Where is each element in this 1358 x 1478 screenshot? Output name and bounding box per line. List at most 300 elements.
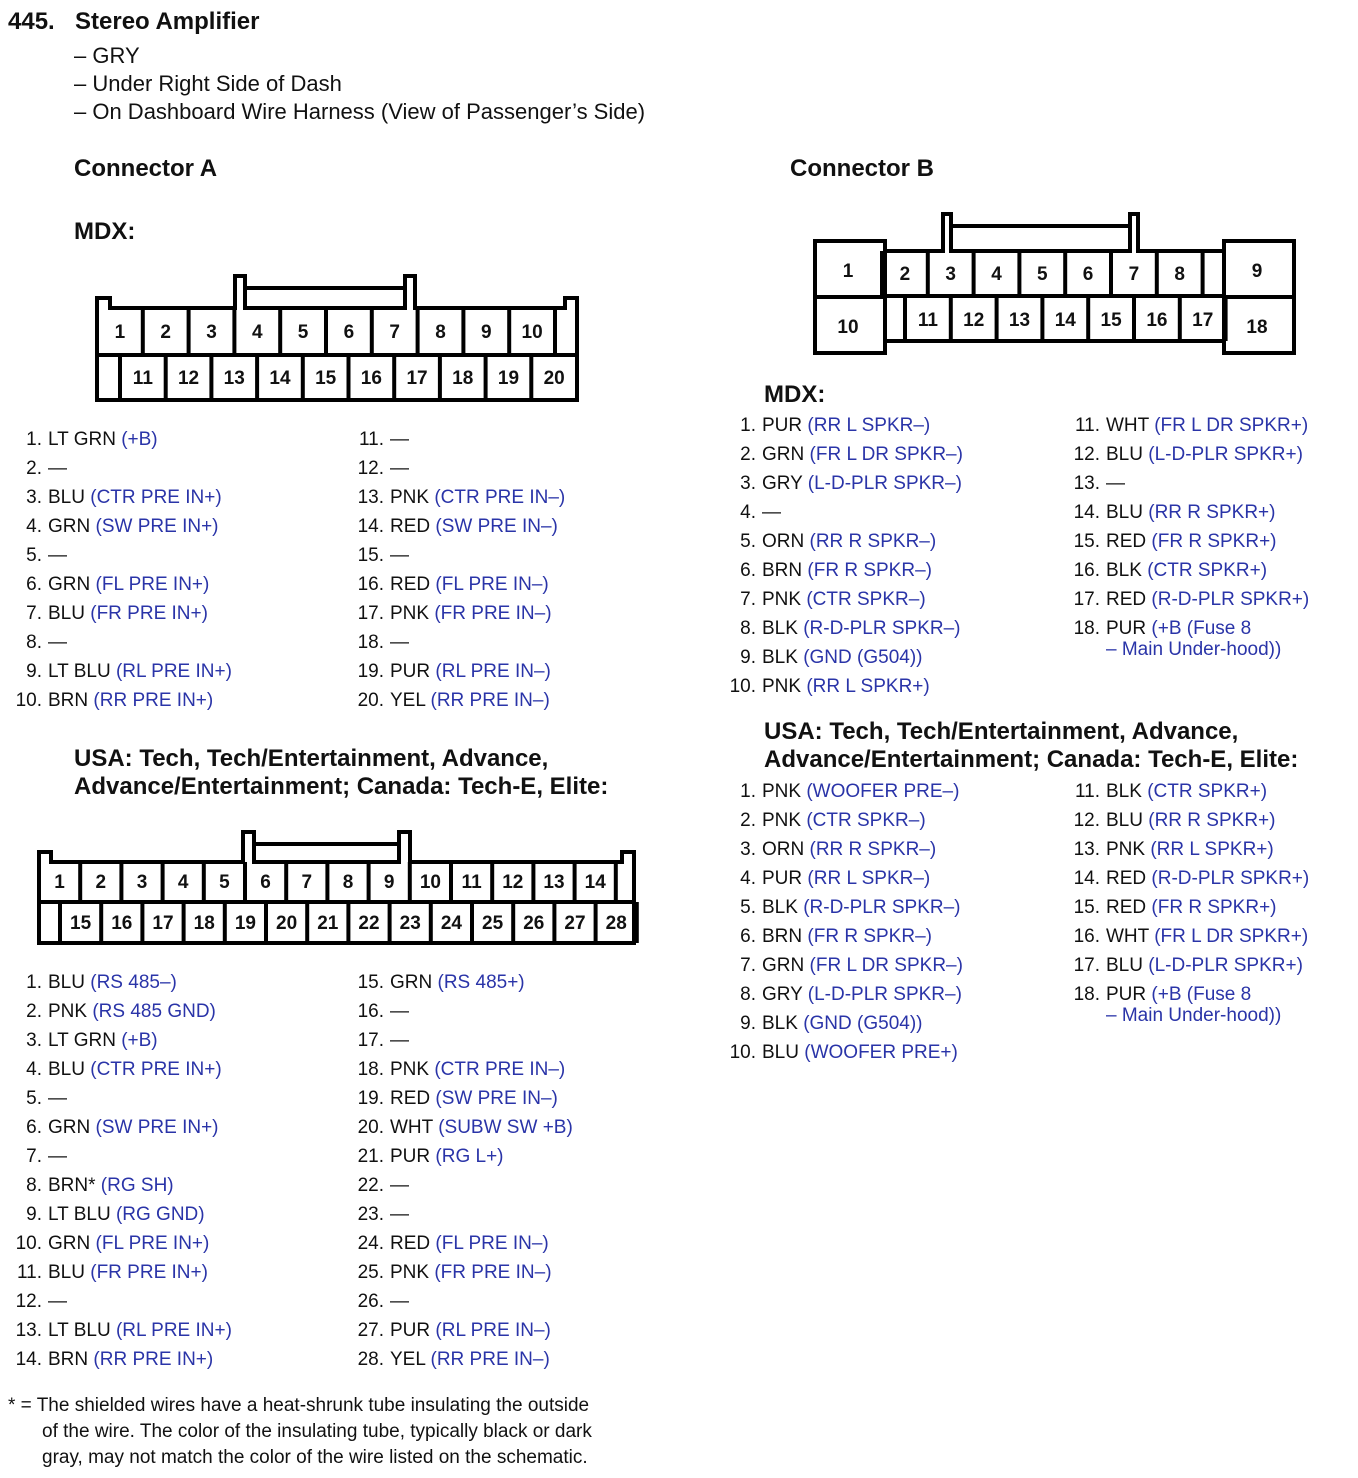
pin-list-item [350,1026,573,1055]
pin-list-item [8,1026,232,1055]
wire-color: — [48,632,67,653]
pin-list-item [8,599,232,628]
footnote-line-2: of the wire. The color of the insulating tube, typically black or dark [42,1421,592,1442]
pin-number: 8. [26,632,42,653]
cavity-number: 10 [837,317,859,338]
wire-color: PUR [390,661,431,682]
cavity-number: 24 [440,913,462,934]
pin-list-item [8,1200,232,1229]
pin-number: 23. [357,1204,384,1225]
pin-list-item [350,1171,573,1200]
wire-color: PUR [762,868,803,889]
wire-color: — [390,1030,409,1051]
pin-list-item [8,512,232,541]
wire-color: PUR [390,1146,431,1167]
pin-list-item [722,585,963,614]
pin-number: 24. [357,1233,384,1254]
cavity-number: 7 [301,872,313,893]
pin-function: (FR L DR SPKR–) [804,955,963,976]
pin-number: 11. [358,429,384,450]
cavity-number: 4 [177,872,189,893]
pin-number: 18. [1073,984,1100,1005]
pin-list-item [8,1113,232,1142]
pin-number: 2. [740,810,756,831]
wire-color: YEL [390,1349,426,1370]
wire-color: PNK [762,810,802,831]
cavity-number: 26 [523,913,545,934]
pin-function: (SW PRE IN–) [430,1088,558,1109]
pin-number: 6. [26,574,42,595]
wire-color: BRN* [48,1175,96,1196]
pin-list-item [8,483,232,512]
connector-b-title: Connector B [790,155,934,182]
wire-color: RED [1106,868,1147,889]
pin-list-item [350,1345,573,1374]
wire-color: — [390,1175,409,1196]
pin-function: (FR PRE IN+) [84,1262,208,1283]
pin-function: (+B (Fuse 8 [1146,984,1252,1005]
pin-function: (+B) [115,429,158,450]
cavity-number: 16 [1146,310,1168,331]
pin-list-item [350,628,565,657]
pin-number: 7. [740,589,756,610]
wire-color: BLU [48,1059,85,1080]
pin-function: (GND (G504)) [797,1013,923,1034]
cavity-number: 17 [152,913,174,934]
pin-number: 6. [26,1117,42,1138]
pin-function: (+B (Fuse 8 [1146,618,1252,639]
pin-function: (FR L DR SPKR+) [1148,926,1309,947]
pin-list-item [1066,806,1309,835]
pin-function: (L-D-PLR SPKR+) [1142,444,1303,465]
wire-color: RED [1106,589,1147,610]
pin-function: (RR PRE IN+) [88,1349,214,1370]
pin-number: 20. [357,690,384,711]
pin-function: (RG SH) [95,1175,174,1196]
pin-function: (FR R SPKR–) [802,926,932,947]
footnote-line-3: gray, may not match the color of the wire listed on the schematic. [42,1447,588,1468]
pin-number: 5. [26,545,42,566]
detail-color: – GRY [74,43,140,68]
pin-list-item [1066,411,1309,440]
pin-function: (RR L SPKR–) [802,868,931,889]
cavity-number: 5 [297,322,309,343]
pin-number: 4. [26,516,42,537]
cavity-number: 18 [193,913,215,934]
pin-list-item [8,1345,232,1374]
pin-number: 9. [740,647,756,668]
cavity-number: 19 [234,913,256,934]
pin-number: 14. [1073,502,1100,523]
pin-function: (RR L SPKR+) [801,676,930,697]
cavity-number: 4 [991,264,1002,285]
cavity-number: 6 [343,322,355,343]
pin-number: 12. [1073,810,1100,831]
pin-number: 13. [15,1320,42,1341]
pin-list-item [1066,614,1309,668]
pin-list-item [8,1229,232,1258]
connector-b-diagram [808,208,1302,360]
pin-list-item [722,951,963,980]
connector-b-usa-pin-list-left [722,777,963,1067]
cavity-number: 11 [917,310,938,331]
pin-list-item [1066,585,1309,614]
pin-number: 8. [740,984,756,1005]
pin-list-item [1066,893,1309,922]
wire-color: PUR [762,415,803,436]
wire-color: — [48,1088,67,1109]
wire-color: — [390,429,409,450]
pin-list-item [350,1229,573,1258]
pin-number: 17. [1073,589,1100,610]
pin-number: 14. [1073,868,1100,889]
connector-a-mdx-pin-list-right [350,425,565,715]
wire-color: RED [1106,531,1147,552]
cavity-number: 4 [252,322,263,343]
pin-function: (SW PRE IN–) [430,516,558,537]
wire-color: LT BLU [48,1204,111,1225]
pin-list-item [722,440,963,469]
pin-number: 13. [1073,839,1100,860]
wire-color: RED [390,574,431,595]
pin-list-item [722,922,963,951]
wire-color: LT GRN [48,1030,116,1051]
cavity-number: 11 [461,872,482,893]
pin-list-item [8,1142,232,1171]
pin-function: (FR PRE IN+) [84,603,208,624]
cavity-number: 25 [482,913,504,934]
pin-list-item [722,980,963,1009]
connector-a-usa-diagram [32,826,644,951]
wire-color: GRN [48,1233,91,1254]
wire-color: — [390,632,409,653]
cavity-number: 8 [435,322,446,343]
connector-b-usa-label-2: Advance/Entertainment; Canada: Tech-E, Elite: [764,746,1299,773]
connector-b-usa-label-1: USA: Tech, Tech/Entertainment, Advance, [764,718,1239,745]
pin-list-item [8,1287,232,1316]
pin-function: (SUBW SW +B) [432,1117,573,1138]
cavity-number: 21 [317,913,339,934]
wire-color: PNK [762,676,802,697]
cavity-number: 10 [521,322,543,343]
cavity-number: 14 [1054,310,1076,331]
cavity-number: 11 [132,368,153,389]
pin-list-item [350,425,565,454]
connector-a-mdx-diagram [90,270,590,410]
cavity-number: 15 [315,368,337,389]
detail-location: – Under Right Side of Dash [74,71,342,96]
wire-color: PNK [1106,839,1146,860]
cavity-number: 1 [54,872,65,893]
pin-list-item [350,1113,573,1142]
pin-number: 13. [1073,473,1100,494]
cavity-number: 12 [502,872,524,893]
wire-color: — [390,458,409,479]
pin-list-item [722,777,963,806]
pin-list-item [722,527,963,556]
wire-color: — [390,1204,409,1225]
pin-function: (RS 485 GND) [87,1001,216,1022]
pin-list-item [722,614,963,643]
pin-number: 2. [740,444,756,465]
pin-function: (RR L SPKR+) [1145,839,1274,860]
pin-list-item [722,556,963,585]
page-title: Stereo Amplifier [75,8,260,35]
pin-function-continued: – Main Under-hood)) [1106,639,1282,660]
connector-a-usa-label-2: Advance/Entertainment; Canada: Tech-E, Elite: [74,773,609,800]
cavity-number: 3 [945,264,956,285]
pin-number: 16. [1073,560,1100,581]
pin-number: 22. [357,1175,384,1196]
pin-number: 27. [357,1320,384,1341]
wire-color: — [48,1146,67,1167]
pin-number: 2. [26,458,42,479]
connector-a-mdx-label: MDX: [74,218,136,245]
pin-function: (RS 485+) [432,972,525,993]
cavity-number: 17 [1192,310,1214,331]
pin-number: 5. [740,531,756,552]
pin-list-item [8,454,232,483]
pin-function: (CTR SPKR+) [1141,781,1268,802]
wire-color: RED [390,1233,431,1254]
pin-number: 8. [26,1175,42,1196]
pin-list-item [722,806,963,835]
cavity-number: 3 [136,872,148,893]
pin-list-item [350,1200,573,1229]
wire-color: — [1106,473,1125,494]
wire-color: PNK [762,781,802,802]
cavity-number: 19 [497,368,520,389]
pin-list-item [350,657,565,686]
cavity-number: 14 [269,368,291,389]
pin-list-item [8,1316,232,1345]
wire-color: — [48,1291,67,1312]
cavity-number: 15 [1100,310,1122,331]
pin-function: (RR R SPKR–) [804,839,937,860]
detail-harness: – On Dashboard Wire Harness (View of Passenger’s Side) [74,99,646,124]
pin-number: 20. [357,1117,384,1138]
wire-color: BLK [762,647,798,668]
pin-function: (SW PRE IN+) [90,516,219,537]
pin-function: (FR L DR SPKR+) [1148,415,1309,436]
wire-color: PUR [1106,618,1147,639]
pin-list-item [8,657,232,686]
pin-list-item [722,893,963,922]
pin-list-item [722,469,963,498]
pin-function: (RG L+) [430,1146,504,1167]
pin-list-item [350,541,565,570]
pin-function: (RR PRE IN–) [425,690,550,711]
wire-color: PNK [390,1262,430,1283]
pin-list-item [1066,777,1309,806]
pin-number: 1. [740,781,756,802]
pin-function: (RS 485–) [84,972,177,993]
pin-function: (WOOFER PRE+) [798,1042,958,1063]
wire-color: BLU [48,972,85,993]
pin-function: (FR PRE IN–) [429,1262,552,1283]
footnote-line-1: * = The shielded wires have a heat-shrunk tube insulating the outside [8,1395,590,1416]
wire-color: BLU [1106,955,1143,976]
pin-number: 2. [26,1001,42,1022]
cavity-number: 20 [276,913,298,934]
pin-list-item [350,454,565,483]
pin-list-item [350,1287,573,1316]
cavity-number: 13 [543,872,565,893]
pin-number: 5. [740,897,756,918]
wire-color: BLK [762,618,798,639]
pin-list-item [1066,498,1309,527]
cavity-number: 2 [160,322,171,343]
pin-number: 1. [26,972,42,993]
wire-color: BRN [762,560,803,581]
pin-list-item [350,1084,573,1113]
pin-function: (FR PRE IN–) [429,603,552,624]
pin-list-item [8,628,232,657]
pin-function: (FL PRE IN+) [90,574,210,595]
pin-number: 11. [1074,781,1100,802]
pin-number: 3. [740,473,756,494]
pin-number: 11. [16,1262,42,1283]
pin-list-item [350,570,565,599]
pin-number: 19. [357,1088,384,1109]
cavity-number: 12 [963,310,985,331]
pin-function: (R-D-PLR SPKR+) [1146,868,1310,889]
wire-color: — [48,545,67,566]
wire-color: PNK [390,603,430,624]
pin-list-item [350,1316,573,1345]
pin-function: (CTR SPKR–) [801,589,926,610]
pin-list-item [1066,440,1309,469]
pin-number: 10. [15,1233,42,1254]
pin-function: (FL PRE IN–) [430,1233,549,1254]
cavity-number: 13 [1008,310,1031,331]
pin-list-item [1066,527,1309,556]
pin-list-item [350,483,565,512]
pin-function: (L-D-PLR SPKR–) [802,984,962,1005]
pin-number: 18. [357,632,384,653]
pin-number: 4. [740,868,756,889]
pin-number: 14. [15,1349,42,1370]
cavity-number: 15 [70,913,92,934]
cavity-number: 28 [605,913,627,934]
pin-list-item [350,997,573,1026]
cavity-number: 1 [114,322,126,343]
wire-color: PNK [762,589,802,610]
pin-function: (RL PRE IN–) [430,1320,551,1341]
pin-number: 1. [26,429,42,450]
connector-b-mdx-pin-list-left [722,411,963,701]
pin-list-item [350,968,573,997]
wire-color: BRN [48,1349,89,1370]
wire-color: — [762,502,781,523]
pin-function: (FR R SPKR+) [1146,897,1277,918]
wire-color: BLK [762,1013,798,1034]
pin-function: (RL PRE IN+) [110,1320,232,1341]
pin-function: (CTR SPKR+) [1141,560,1268,581]
pin-function: (CTR PRE IN+) [84,1059,222,1080]
pin-function: (SW PRE IN+) [90,1117,219,1138]
pin-list-item [722,1038,963,1067]
pin-number: 6. [740,926,756,947]
wire-color: PUR [1106,984,1147,1005]
pin-function: (RR R SPKR+) [1142,810,1276,831]
pin-list-item [1066,835,1309,864]
wire-color: BLU [1106,444,1143,465]
pin-function: (CTR SPKR–) [801,810,926,831]
wire-color: ORN [762,531,805,552]
wire-color: BLK [1106,560,1142,581]
pin-number: 16. [357,574,384,595]
pin-function: (RL PRE IN+) [110,661,232,682]
pin-function: (GND (G504)) [797,647,923,668]
wire-color: YEL [390,690,426,711]
cavity-number: 1 [842,261,854,282]
pin-function: (R-D-PLR SPKR–) [797,897,961,918]
connector-b-mdx-label: MDX: [764,381,826,408]
pin-number: 12. [357,458,384,479]
wire-color: BLK [1106,781,1142,802]
wire-color: PUR [390,1320,431,1341]
pin-list-item [722,672,963,701]
cavity-number: 18 [452,368,474,389]
wire-color: WHT [1106,926,1149,947]
pin-number: 15. [357,972,384,993]
pin-function: (RR PRE IN–) [425,1349,550,1370]
wire-color: LT BLU [48,661,111,682]
pin-number: 7. [26,1146,42,1167]
pin-list-item [722,643,963,672]
wire-color: LT GRN [48,429,116,450]
pin-list-item [350,686,565,715]
cavity-number: 12 [177,368,200,389]
cavity-number: 6 [1082,264,1094,285]
wire-color: — [390,545,409,566]
cavity-number: 22 [358,913,380,934]
cavity-number: 16 [360,368,382,389]
pin-number: 4. [26,1059,42,1080]
pin-number: 5. [26,1088,42,1109]
pin-function: (L-D-PLR SPKR–) [802,473,962,494]
cavity-number: 8 [1174,264,1185,285]
pin-number: 16. [1073,926,1100,947]
wire-color: GRN [762,955,805,976]
pin-number: 10. [15,690,42,711]
wire-color: BLU [1106,502,1143,523]
pin-function: (CTR PRE IN–) [429,1059,566,1080]
wire-color: BLU [48,487,85,508]
pin-number: 8. [740,618,756,639]
pin-list-item [8,1084,232,1113]
pin-function: (FR L DR SPKR–) [804,444,963,465]
connector-a-usa-pin-list-right [350,968,573,1374]
cavity-number: 3 [206,322,217,343]
pin-list-item [8,686,232,715]
pin-list-item [722,498,963,527]
pin-list-item [722,835,963,864]
section-number: 445. [8,8,55,35]
cavity-number: 18 [1246,317,1268,338]
pin-list-item [1066,556,1309,585]
wire-color: GRN [48,1117,91,1138]
pin-list-item [8,1171,232,1200]
connector-a-usa-label-1: USA: Tech, Tech/Entertainment, Advance, [74,745,549,772]
wire-color: PNK [48,1001,88,1022]
pin-list-item [350,599,565,628]
pin-list-item [1066,951,1309,980]
pin-number: 10. [729,676,756,697]
cavity-number: 13 [223,368,245,389]
pin-list-item [350,512,565,541]
